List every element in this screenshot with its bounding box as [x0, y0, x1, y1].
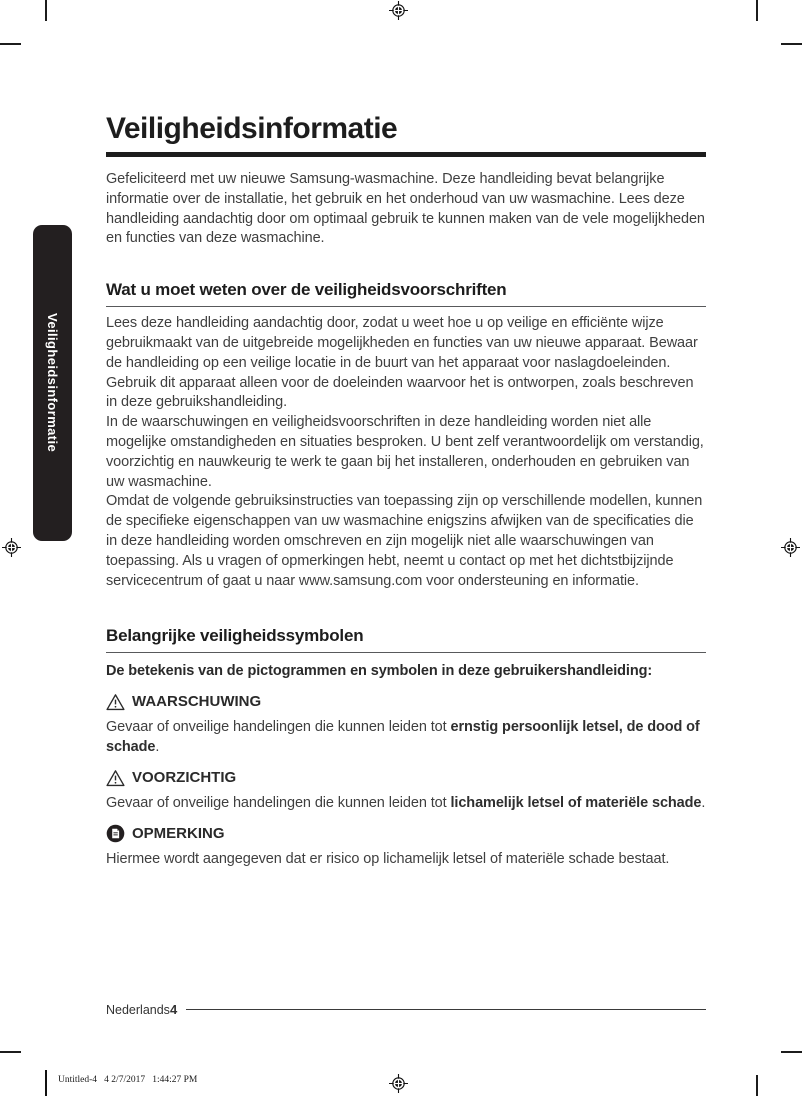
caution-text: Gevaar of onveilige handelingen die kunnen leiden tot: [106, 794, 451, 811]
symbols-lead-text: De betekenis van de pictogrammen en symbolen in deze gebruikershandleiding:: [106, 663, 653, 680]
warning-text-bold: ernstig persoonlijk letsel, de dood of schade: [106, 719, 700, 755]
registration-mark-right-icon: [781, 538, 800, 557]
warning-label-row: [106, 692, 706, 712]
intro-paragraph: Gefeliciteerd met uw nieuwe Samsung-wasmachine. Deze handleiding bevat belangrijke informatie over de installatie, het gebruik en het onderhoud van uw wasmachine. Lees deze handleiding aandachtig door om optimaal gebruik te kunnen maken van de vele mogelijkheden en functies van deze wasmachine.: [106, 171, 705, 247]
footer-page-number: 4: [169, 1002, 178, 1017]
page-content: [106, 112, 706, 869]
warning-text-suffix: .: [155, 738, 160, 755]
section-safety-guidelines: [106, 280, 706, 591]
section-safety-symbols: [106, 626, 706, 869]
paragraph: Lees deze handleiding aandachtig door, zodat u weet hoe u op veilige en efficiënte wijze gebruikmaakt van de uitgebreide mogelijkheden en functies van uw nieuwe apparaat. Bewaar de handleiding op een veilige locatie in de buurt van het apparaat voor naslagdoeleinden. Gebruik dit apparaat alleen voor de doeleinden waarvoor het is ontworpen, zoals beschreven in deze gebruikshandleiding.: [106, 315, 698, 411]
caution-description: [106, 794, 706, 814]
note-icon: [106, 824, 125, 843]
job-info-text: Untitled-4 4 2/7/2017 1:44:27 PM: [58, 1075, 198, 1085]
paragraph: In de waarschuwingen en veiligheidsvoorschriften in deze handleiding worden niet alle mogelijke omstandigheden en situaties besproken. U bent zelf verantwoordelijk om verstandig, voorzichtig en nauwkeurig te werk te gaan bij het installeren, onderhouden en gebruiken van uw wasmachine.: [106, 414, 704, 490]
caution-text-suffix: .: [701, 794, 706, 811]
registration-mark-top-icon: [389, 1, 408, 20]
crop-mark-top-right-horizontal: [781, 43, 802, 45]
note-label: OPMERKING: [132, 824, 225, 842]
title-rule: [106, 152, 706, 157]
caution-label: VOORZICHTIG: [132, 768, 237, 786]
page-title: Veiligheidsinformatie: [106, 112, 398, 145]
note-description: Hiermee wordt aangegeven dat er risico op lichamelijk letsel of materiële schade bestaat.: [106, 850, 670, 867]
crop-mark-top-left-vertical: [45, 0, 47, 21]
footer-language: Nederlands: [106, 1002, 170, 1017]
warning-triangle-icon: [106, 693, 125, 711]
page-footer: [106, 1002, 706, 1017]
warning-description: [106, 718, 706, 758]
chapter-tab-veiligheidsinformatie: [33, 225, 72, 541]
crop-mark-bottom-right-horizontal: [781, 1051, 802, 1053]
paragraph: Omdat de volgende gebruiksinstructies van toepassing zijn op verschillende modellen, kunnen de specifieke eigenschappen van uw wasmachine enigszins afwijken van de specificaties die in deze handleiding worden omschreven en zijn mogelijk niet alle waarschuwingen van toepassing. Als u vragen of opmerkingen hebt, neemt u contact op met het dichtstbijzijnde servicecentrum of gaat u naar www.samsung.com voor ondersteuning en informatie.: [106, 493, 703, 589]
caution-triangle-icon: [106, 769, 125, 787]
section-heading-safety-symbols: Belangrijke veiligheidssymbolen: [106, 626, 706, 653]
footer-rule: [186, 1009, 706, 1010]
crop-mark-top-left-horizontal: [0, 43, 21, 45]
warning-label: WAARSCHUWING: [132, 693, 262, 711]
caution-text-bold: lichamelijk letsel of materiële schade: [450, 794, 702, 811]
crop-mark-top-right-vertical: [756, 0, 758, 21]
section-heading-safety-guidelines: Wat u moet weten over de veiligheidsvoorschriften: [106, 280, 706, 307]
registration-mark-left-icon: [2, 538, 21, 557]
registration-mark-bottom-icon: [389, 1074, 408, 1093]
chapter-tab-label: Veiligheidsinformatie: [45, 313, 60, 453]
warning-text: Gevaar of onveilige handelingen die kunnen leiden tot: [106, 719, 451, 736]
note-label-row: [106, 824, 706, 844]
crop-mark-bottom-left-horizontal: [0, 1051, 21, 1053]
job-info-bar: [45, 1070, 47, 1096]
crop-mark-bottom-right-vertical: [756, 1075, 758, 1096]
caution-label-row: [106, 768, 706, 788]
